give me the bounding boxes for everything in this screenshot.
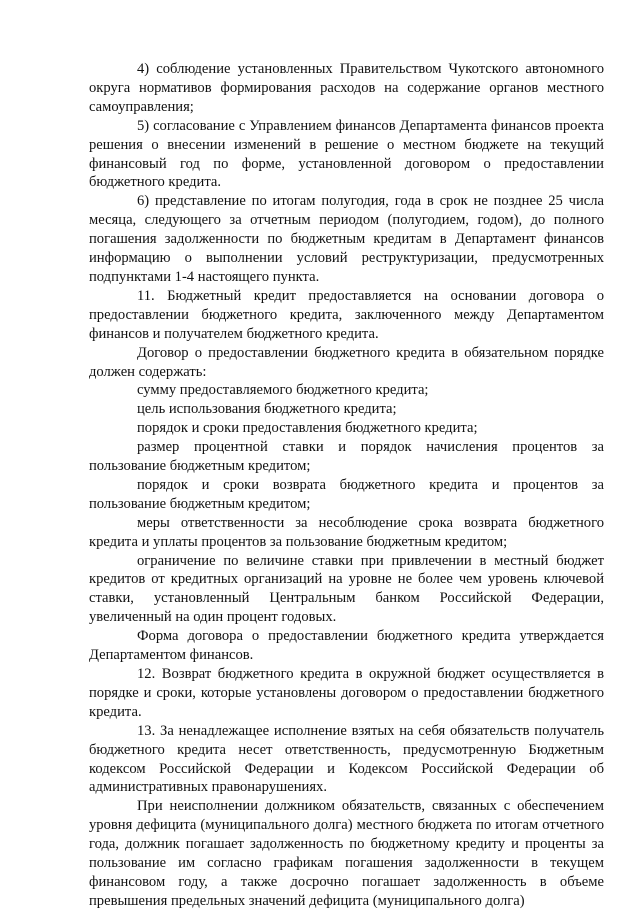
list-item-provision-terms: порядок и сроки предоставления бюджетного кредита; [137, 420, 478, 437]
list-item-loan-amount: сумму предоставляемого бюджетного кредита; [137, 382, 429, 399]
paragraph-contract-requirements: Договор о предоставлении бюджетного кредита в обязательном порядке должен содержать: [89, 344, 604, 380]
paragraph-clause-13: 13. За ненадлежащее исполнение взятых на себя обязательств получатель бюджетного кредита несет ответственность, предусмотренную Бюджетным кодексом Российской Федерации и Кодексом Российской Федерации об административных правонарушениях. [89, 722, 604, 796]
paragraph-item-5: 5) согласование с Управлением финансов Департамента финансов проекта решения о внесении изменений в решение о местном бюджете на текущий финансовый год по форме, установленной договором о предоставлении бюджетного кредита. [89, 117, 604, 191]
list-item-liability-measures: меры ответственности за несоблюдение срока возврата бюджетного кредита и уплаты процентов за пользование бюджетным кредитом; [89, 514, 604, 550]
list-item-loan-purpose: цель использования бюджетного кредита; [137, 401, 397, 418]
paragraph-clause-12: 12. Возврат бюджетного кредита в окружной бюджет осуществляется в порядке и сроки, которые установлены договором о предоставлении бюджетного кредита. [89, 666, 604, 720]
list-item-rate-limit: ограничение по величине ставки при привлечении в местный бюджет кредитов от кредитных организаций на уровне не более чем уровень ключевой ставки, установленный Центральным банком Российской Федерации, увеличенный на один процент годовых. [89, 552, 604, 626]
paragraph-item-6: 6) представление по итогам полугодия, года в срок не позднее 25 числа месяца, следующего за отчетным периодом (полугодием, годом), до полного погашения задолженности по бюджетным кредитам в Департамент финансов информацию о выполнении условий реструктуризации, предусмотренных подпунктами 1-4 настоящего пункта. [89, 193, 604, 285]
paragraph-clause-11: 11. Бюджетный кредит предоставляется на основании договора о предоставлении бюджетного кредита, заключенного между Департаментом финансов и получателем бюджетного кредита. [89, 287, 604, 342]
document-page [89, 60, 604, 911]
list-item-repayment-terms: порядок и сроки возврата бюджетного кредита и процентов за пользование бюджетным кредитом; [89, 476, 604, 512]
list-item-interest-rate: размер процентной ставки и порядок начисления процентов за пользование бюджетным кредитом; [89, 439, 604, 475]
paragraph-item-4: 4) соблюдение установленных Правительством Чукотского автономного округа нормативов формирования расходов на содержание органов местного самоуправления; [89, 61, 604, 115]
paragraph-non-fulfillment: При неисполнении должником обязательств, связанных с обеспечением уровня дефицита (муниципального долга) местного бюджета по итогам отчетного года, должник погашает задолженность по бюджетному кредиту и проценты за пользование им согласно графикам погашения задолженности в текущем финансовом году, а также досрочно погашает задолженность в объеме превышения предельных значений дефицита (муниципального долга) [89, 798, 604, 909]
paragraph-contract-form: Форма договора о предоставлении бюджетного кредита утверждается Департаментом финансов. [89, 628, 604, 664]
